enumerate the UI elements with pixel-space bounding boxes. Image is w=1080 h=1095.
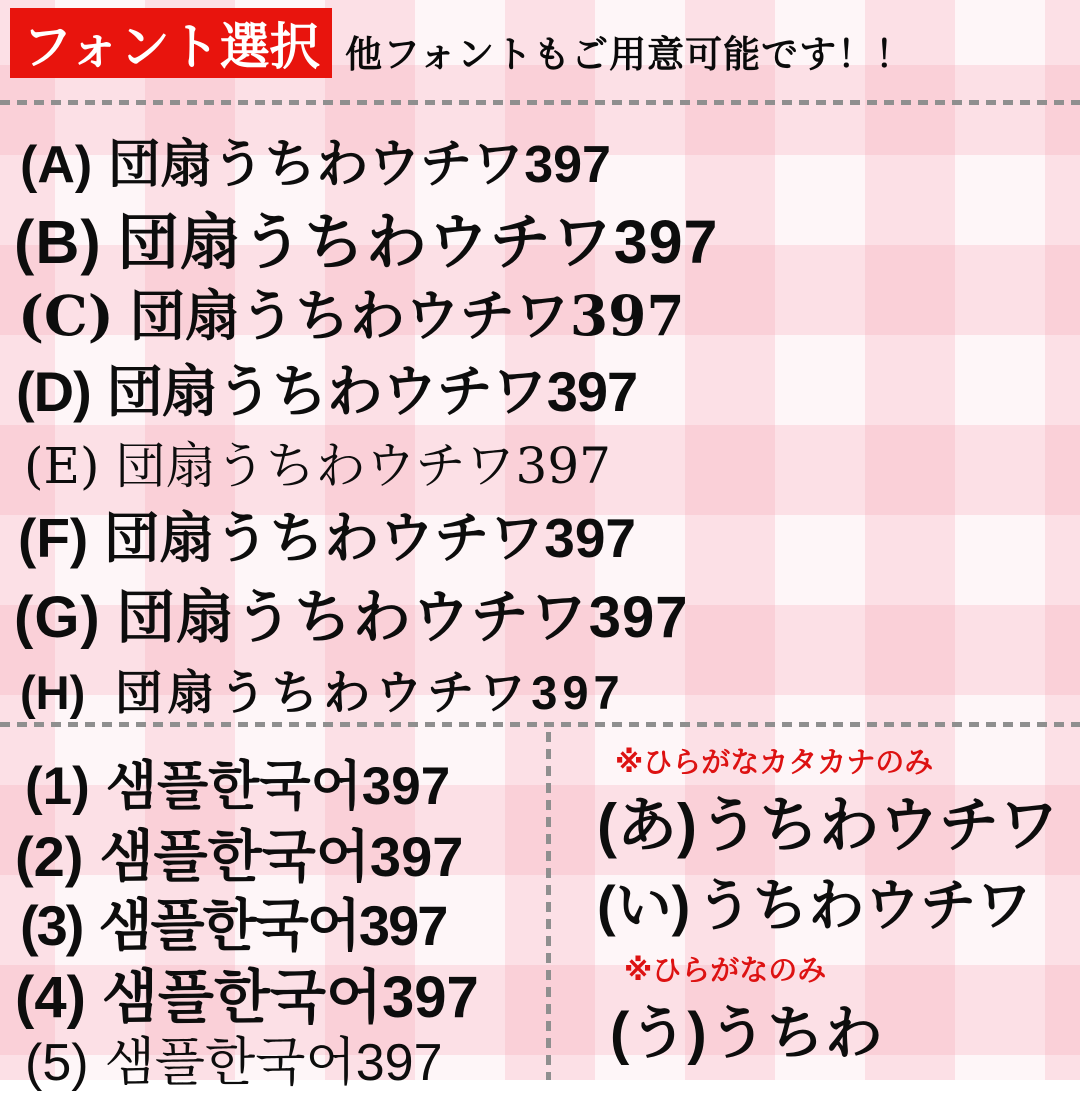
korean-option-label-1: (1) — [25, 757, 90, 816]
font-sample-row-b — [14, 194, 718, 281]
korean-option-label-2: (2) — [15, 825, 84, 888]
font-sample-text-c: 団扇うちわウチワ397 — [129, 283, 685, 348]
korean-sample-row-2 — [15, 813, 463, 893]
korean-sample-row-5 — [25, 1020, 442, 1095]
divider-middle — [0, 722, 1080, 727]
korean-sample-text-5: 샘플한국어397 — [104, 1034, 443, 1092]
note-hiragana-only: ※ひらがなのみ — [624, 955, 827, 987]
kana-sample-row-i — [597, 862, 1032, 942]
korean-sample-text-2: 샘플한국어397 — [99, 825, 464, 888]
font-option-label-b: (B) — [14, 208, 102, 276]
kana-sample-text-a: うちわウチワ — [698, 792, 1059, 859]
kana-sample-text-i: うちわウチワ — [696, 874, 1033, 937]
font-option-label-c: (C) — [18, 283, 114, 348]
header-subtitle: 他フォントもご用意可能です！！ — [345, 34, 914, 75]
page-title: フォント選択 — [22, 19, 320, 75]
font-sample-row-e — [24, 426, 611, 498]
korean-sample-text-1: 샘플한국어397 — [105, 757, 451, 816]
kana-option-label-i: (い) — [597, 874, 691, 937]
divider-vertical — [546, 732, 551, 1080]
font-sample-text-a: 団扇うちわウチワ397 — [108, 136, 611, 194]
font-sample-text-d: 団扇うちわウチワ397 — [106, 360, 638, 423]
font-sample-row-h — [20, 656, 625, 723]
note-hiragana-katakana-only: ※ひらがなカタカナのみ — [615, 747, 934, 779]
font-sample-row-d — [16, 348, 637, 428]
font-sample-text-e: 団扇うちわウチワ397 — [115, 437, 611, 495]
font-option-label-h: (H) — [20, 666, 86, 719]
divider-top — [0, 100, 1080, 105]
header-banner — [10, 8, 332, 78]
kana-sample-row-a — [597, 778, 1059, 864]
korean-sample-text-3: 샘플한국어397 — [98, 894, 447, 957]
font-sample-row-f — [18, 494, 636, 573]
font-sample-row-a — [20, 122, 611, 197]
font-sample-text-h: 団扇うちわウチワ397 — [115, 666, 625, 719]
korean-option-label-3: (3) — [20, 894, 83, 957]
font-sample-row-g — [14, 570, 689, 654]
font-sample-row-c — [18, 272, 685, 351]
font-sample-text-b: 団扇うちわウチワ397 — [117, 208, 719, 276]
kana-sample-text-u: うちわ — [708, 1001, 883, 1066]
kana-sample-row-u — [610, 986, 883, 1070]
kana-option-label-a: (あ) — [597, 792, 697, 859]
font-sample-text-g: 団扇うちわウチワ397 — [116, 585, 689, 650]
font-option-label-d: (D) — [16, 360, 91, 423]
kana-option-label-u: (う) — [610, 1001, 707, 1066]
font-option-label-e: (E) — [24, 437, 100, 495]
font-sample-text-f: 団扇うちわウチワ397 — [104, 507, 636, 569]
korean-sample-text-4: 샘플한국어397 — [101, 965, 479, 1030]
korean-option-label-5: (5) — [25, 1034, 89, 1092]
font-option-label-a: (A) — [20, 136, 93, 194]
font-option-label-f: (F) — [18, 507, 89, 569]
korean-option-label-4: (4) — [15, 965, 86, 1030]
korean-sample-row-1 — [25, 744, 450, 820]
font-option-label-g: (G) — [14, 585, 101, 650]
